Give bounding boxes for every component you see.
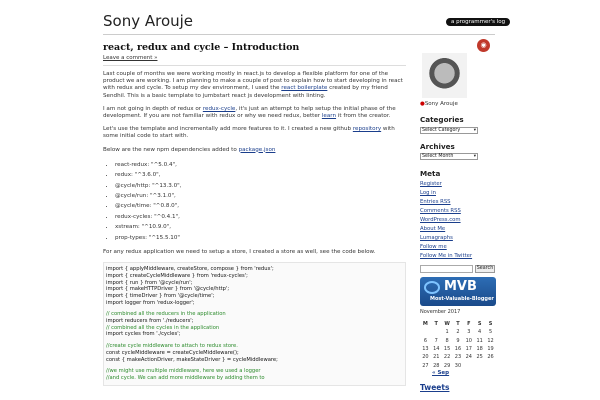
code-line: import { applyMiddleware, createStore, compose } from 'redux'; [106,266,274,273]
post-divider [103,65,406,66]
mvb-title: MVB [444,279,477,294]
calendar-day: 25 [476,354,483,361]
calendar-week [420,353,496,361]
calendar-day: 21 [433,354,440,361]
mvb-badge[interactable] [420,277,496,306]
archives-select[interactable]: Select Month ▾ [420,153,478,160]
calendar-day: 9 [456,337,460,344]
prev-month-link[interactable]: « Sep [432,370,450,376]
calendar-day: 29 [443,362,451,369]
calendar-weekday: W [444,321,450,328]
code-line: //we might use multiple middleware, here we used a logger [106,368,261,375]
list-item: • @cycle/run: "^3.1.0", [115,191,406,201]
code-line: const cycleMiddleware = createCycleMiddleware(); [106,349,239,356]
calendar-week [420,361,496,369]
author-byline [420,101,458,107]
react-boilerplate-link[interactable]: react boilerplate [281,85,328,92]
code-line: import { timeDriver } from '@cycle/time'; [106,293,215,300]
calendar-day: 17 [465,346,472,353]
calendar-day: 3 [467,329,471,336]
leave-comment-link[interactable]: Leave a comment » [103,55,158,61]
code-line: import reducers from './reducers'; [106,318,194,325]
list-item: • prop-types: "^15.5.10" [115,233,406,243]
entries-rss-link[interactable]: Entries RSS [420,199,451,205]
tweets-heading [420,383,449,392]
code-block [103,262,406,385]
calendar-day: 22 [443,354,451,361]
calendar-table [420,320,496,370]
calendar-day [420,328,431,336]
calendar-day: 19 [487,346,494,353]
calendar-day: 18 [476,346,483,353]
calendar-day: 13 [422,346,429,353]
learn-link[interactable]: learn [321,113,337,120]
dependency-list [115,160,406,243]
code-line: import { run } from '@cycle/run'; [106,279,193,286]
calendar-weekday: T [434,321,438,328]
site-tagline: a programmer's log [446,18,510,26]
main-content [103,42,406,386]
text-span: I am not going in depth of redux or [103,105,203,112]
repository-link[interactable]: repository [352,126,382,133]
list-item: • redux: "^3.6.0", [115,170,406,180]
calendar-day: 14 [433,346,440,353]
site-title[interactable]: Sony Arouje [103,12,194,30]
search-input[interactable] [420,265,473,273]
calendar-day [485,361,496,369]
calendar-caption: November 2017 [420,309,461,315]
calendar-weekday: S [488,321,493,328]
tweets-link[interactable]: Tweets [420,383,450,392]
calendar-weekday: T [456,321,460,328]
code-line: // combined all the reducers in the application [106,311,226,318]
calendar-day: 2 [456,329,460,336]
calendar-weekday-row [420,320,496,328]
text-span: Let's use the template and incrementally add more features to it. I created a new github [103,126,353,133]
code-line: //create cycle middleware to attach to redux store. [106,343,238,350]
calendar-week [420,328,496,336]
calendar-day: 15 [443,346,451,353]
calendar-weekday: S [477,321,482,328]
post-paragraph-1 [103,71,406,100]
code-line: import logger from 'redux-logger'; [106,299,195,306]
archives-heading: Archives [420,142,455,151]
calendar-day: 11 [476,337,483,344]
code-line: import { makeHTTPDriver } from '@cycle/http'; [106,286,230,293]
code-line: //and cycle. We can add more middleware by adding them to [106,374,265,381]
calendar-day [474,361,485,369]
meta-links [420,180,472,261]
code-line: const { makeActionDriver, makeStateDriver } = cycleMiddleware; [106,356,278,363]
author-avatar [422,53,467,98]
text-span: with some initial code to start with. [103,126,395,140]
comments-rss-link[interactable]: Comments RSS [420,208,461,214]
header-divider [103,34,495,35]
post-paragraph-3 [103,126,406,140]
post-paragraph-2 [103,106,406,120]
calendar-day: 20 [422,354,429,361]
wordpress-link[interactable]: WordPress.com [420,217,461,223]
categories-heading: Categories [420,115,464,124]
list-item: • react-redux: "^5.0.4", [115,160,406,170]
calendar-week [420,345,496,353]
text-span: Below are the new npm dependencies added to [103,146,239,153]
author-name: Sony Arouje [424,101,458,107]
follow-twitter-link[interactable]: Follow Me in Twitter [420,253,473,259]
calendar-day: 27 [422,362,429,369]
list-item: • @cycle/time: "^0.8.0", [115,201,406,211]
calendar-day: 6 [423,337,428,344]
list-item: • redux-cycles: "^0.4.1", [115,212,406,222]
text-span: it from the creator. [336,113,391,120]
mvb-subtitle: Most-Valuable-Blogger [430,296,494,302]
dzone-logo-icon [424,281,440,294]
login-link[interactable]: Log in [420,190,436,196]
calendar-day: 10 [465,337,472,344]
rss-icon[interactable]: ◉ [477,39,490,52]
calendar-day: 23 [454,354,462,361]
calendar-weekday: F [467,321,471,328]
post-title[interactable]: react, redux and cycle – Introduction [103,42,300,53]
text-span: Last couple of months we were working mostly in react.js to develop a flexible platform for one of the product we are working. I am planning to make a couple of post to explain how to start developing in react with redux and cycle. To setup my dev environment, I used the [103,71,403,92]
search-button[interactable]: Search [476,266,494,271]
code-line: import { createCycleMiddleware } from 'redux-cycles'; [106,272,248,279]
post-paragraph-5: For any redux application we need to setup a store, I created a store as well, see the code below. [103,249,376,256]
list-item: • xstream: "^10.9.0", [115,222,406,232]
text-span: , it's just an attempt to help setup the initial phase of the development. If you are not familiar with redux or why we need redux, better [103,105,396,120]
calendar-weekday: M [422,321,428,328]
text-span: created by my friend Sendhil. This is a basic template to jumbstart react js development with linting. [103,85,388,99]
calendar-day: 5 [488,329,493,336]
list-item: • @cycle/http: "^13.3.0", [115,181,406,191]
package-json-link[interactable]: package.json [238,146,276,153]
calendar-week [420,337,496,345]
calendar-day: 24 [465,354,472,361]
calendar-day: 28 [433,362,440,369]
meta-heading: Meta [420,169,441,178]
code-line: import cycles from './cycles'; [106,331,181,338]
calendar-day: 30 [454,362,462,369]
about-me-link[interactable]: About Me [420,226,446,232]
calendar-day [431,328,442,336]
person-icon: ● [420,101,425,107]
calendar-day: 16 [454,346,462,353]
register-link[interactable]: Register [420,181,442,187]
categories-select[interactable]: Select Category ▾ [420,127,478,134]
calendar-day: 7 [434,337,438,344]
follow-me-link[interactable]: Follow me [420,244,447,250]
post-meta [103,55,406,61]
calendar-day [463,361,474,369]
calendar-day: 12 [487,337,494,344]
post-paragraph-4 [103,147,406,154]
lumagraphs-link[interactable]: Lumagraphs [420,235,453,241]
calendar-day: 1 [445,329,449,336]
redux-cycle-link[interactable]: redux-cycle [202,105,236,112]
calendar-day: 4 [478,329,482,336]
calendar-prev [432,370,449,376]
code-line: // combined all the cycles in the application [106,324,220,331]
calendar-day: 8 [445,337,449,344]
calendar-day: 26 [487,354,494,361]
